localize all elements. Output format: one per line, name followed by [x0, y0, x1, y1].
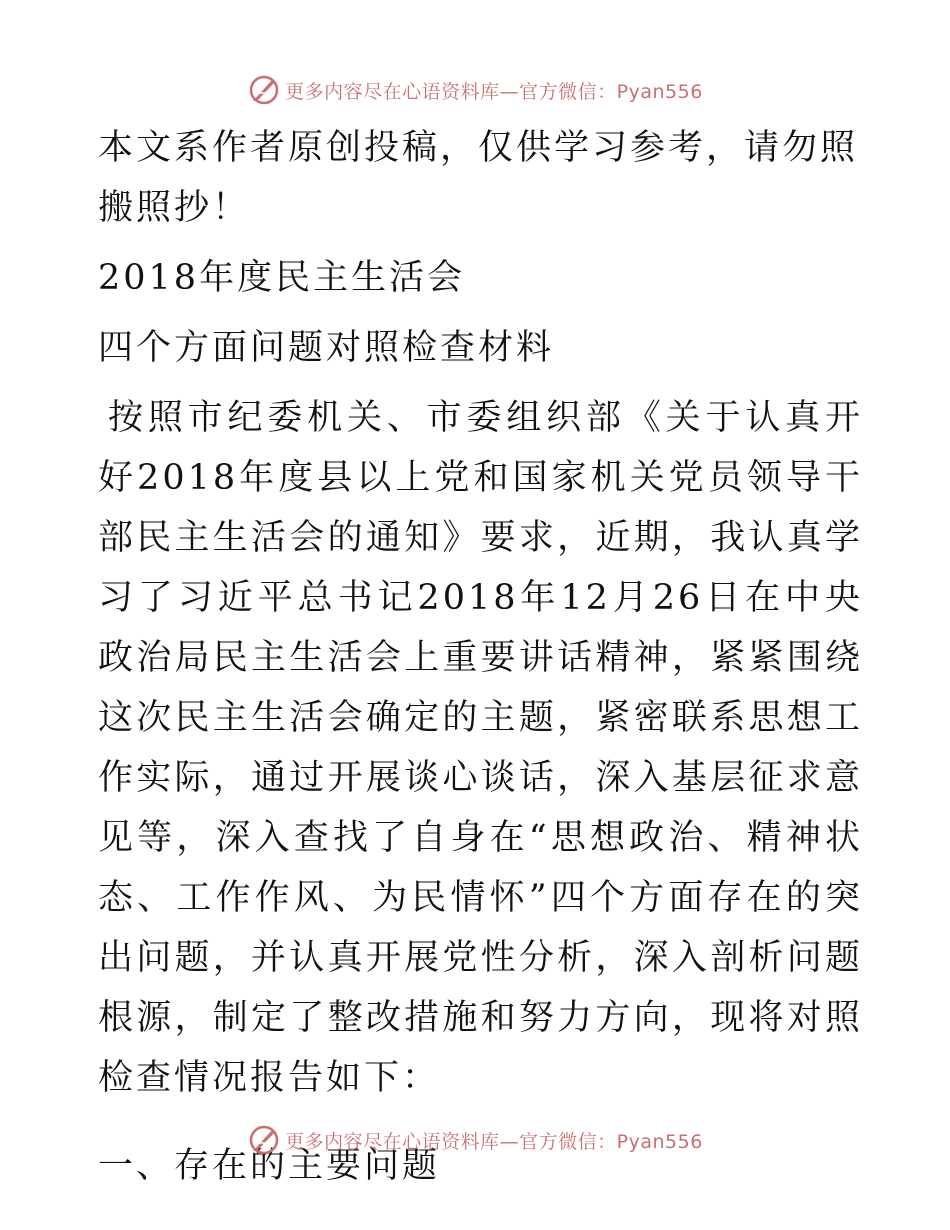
quill-pen-circle-icon [247, 1123, 281, 1157]
copyright-notice: 本文系作者原创投稿，仅供学习参考，请勿照搬照抄！ [98, 128, 859, 228]
section-heading: 一、存在的主要问题 [98, 1146, 441, 1186]
document-title-line1: 2018年度民主生活会 [98, 258, 466, 298]
header-watermark-banner [0, 70, 950, 110]
intro-paragraph: 按照市纪委机关、市委组织部《关于认真开好2018年度县以上党和国家机关党员领导干部民主生活会的通知》要求，近期，我认真学习了习近平总书记2018年12月26日在中央政治局民主生活会上重要讲话精神，紧紧围绕这次民主生活会确定的主题，紧密联系思想工作实际，通过开展谈心谈话，深入基层征求意见等，深入查找了自身在“思想政治、精神状态、工作作风、为民情怀”四个方面存在的突出问题，并认真开展党性分析，深入剖析问题根源，制定了整改措施和努力方向，现将对照检查情况报告如下： [98, 398, 863, 1098]
footer-watermark-banner [0, 1120, 950, 1160]
document-body [98, 118, 863, 1196]
header-watermark-text: 更多内容尽在心语资料库—官方微信：Pyan556 [285, 80, 703, 103]
document-title-line2: 四个方面问题对照检查材料 [98, 328, 555, 368]
quill-pen-circle-icon [247, 73, 281, 107]
footer-watermark-text: 更多内容尽在心语资料库—官方微信：Pyan556 [285, 1130, 703, 1153]
